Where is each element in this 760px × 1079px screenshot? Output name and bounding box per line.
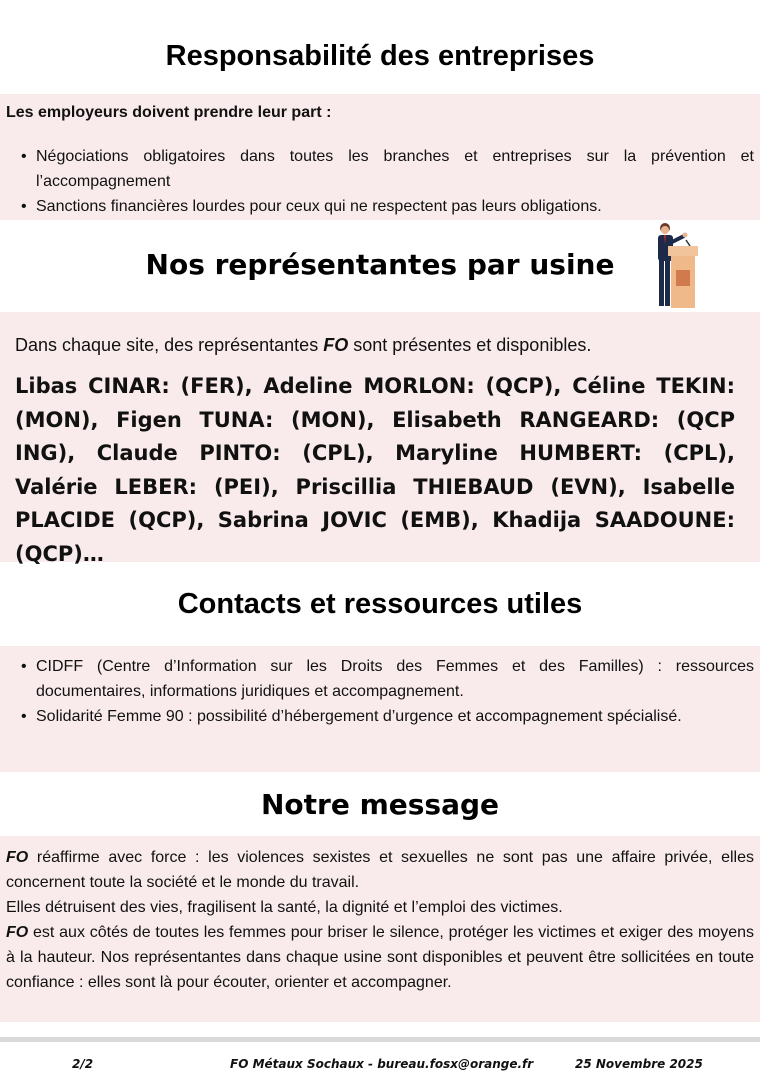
- heading: Responsabilité des entreprises: [165, 40, 595, 72]
- footer: [0, 1057, 760, 1075]
- bullet-list: [0, 654, 760, 729]
- section-representantes: [0, 312, 760, 566]
- section-message: [0, 836, 760, 1022]
- section-title-responsabilite: [0, 40, 760, 73]
- section-title-representantes: [0, 248, 760, 281]
- lead-text: Les employeurs doivent prendre leur part :: [6, 104, 332, 121]
- heading: Notre message: [260, 788, 500, 821]
- section-contacts: [0, 646, 760, 772]
- speaker-at-podium-icon: [652, 220, 702, 310]
- message-paragraph: Elles détruisent des vies, fragilisent la santé, la dignité et l’emploi des victimes.: [6, 899, 563, 916]
- fo-label: FO: [323, 335, 349, 355]
- list-item: • CIDFF (Centre d’Information sur les Droits des Femmes et des Familles) : ressources documentaires, informations juridiques et accompagnement.: [0, 654, 760, 704]
- representatives-list: Libas CINAR: (FER), Adeline MORLON: (QCP), Céline TEKIN: (MON), Figen TUNA: (MON), Elisabeth RANGEARD: (QCP ING), Claude PINTO: (CPL), Maryline HUMBERT: (CPL), Valérie LEBER: (PEI), Priscillia THIEBAUD (EVN), Isabelle PLACIDE (QCP), Sabrina JOVIC (EMB), Khadija SAADOUNE: (QCP)…: [15, 374, 735, 566]
- section-responsabilite: [0, 94, 760, 220]
- footer-divider: [0, 1037, 760, 1042]
- section-title-contacts: [0, 588, 760, 621]
- list-item: • Sanctions financières lourdes pour ceux qui ne respectent pas leurs obligations.: [0, 194, 760, 219]
- heading: Nos représentantes par usine: [145, 248, 615, 281]
- list-item: • Solidarité Femme 90 : possibilité d’hébergement d’urgence et accompagnement spécialisé.: [0, 704, 760, 729]
- footer-contact: FO Métaux Sochaux - bureau.fosx@orange.fr: [230, 1057, 534, 1071]
- message-paragraph: [0, 845, 760, 895]
- heading: Contacts et ressources utiles: [177, 588, 583, 620]
- paragraph-text: est aux côtés de toutes les femmes pour briser le silence, protéger les victimes et exiger des moyens à la hauteur. Nos représentantes dans chaque usine sont disponibles et peuvent être sollicitées en toute confiance : elles sont là pour écouter, orienter et accompagner.: [6, 924, 754, 991]
- intro-text-end: sont présentes et disponibles.: [348, 335, 592, 355]
- section-title-message: [0, 788, 760, 821]
- bullet-list: [0, 144, 760, 219]
- intro-text-start: Dans chaque site, des représentantes: [15, 335, 324, 355]
- list-item: • Négociations obligatoires dans toutes les branches et entreprises sur la prévention et l’accompagnement: [0, 144, 760, 194]
- intro-text: [15, 335, 591, 356]
- fo-label: FO: [6, 849, 29, 866]
- message-paragraph: [0, 920, 760, 995]
- page-number: 2/2: [72, 1057, 94, 1071]
- paragraph-text: réaffirme avec force : les violences sexistes et sexuelles ne sont pas une affaire privée, elles concernent toute la société et le monde du travail.: [6, 849, 754, 891]
- footer-date: 25 Novembre 2025: [575, 1057, 703, 1071]
- fo-label: FO: [6, 924, 29, 941]
